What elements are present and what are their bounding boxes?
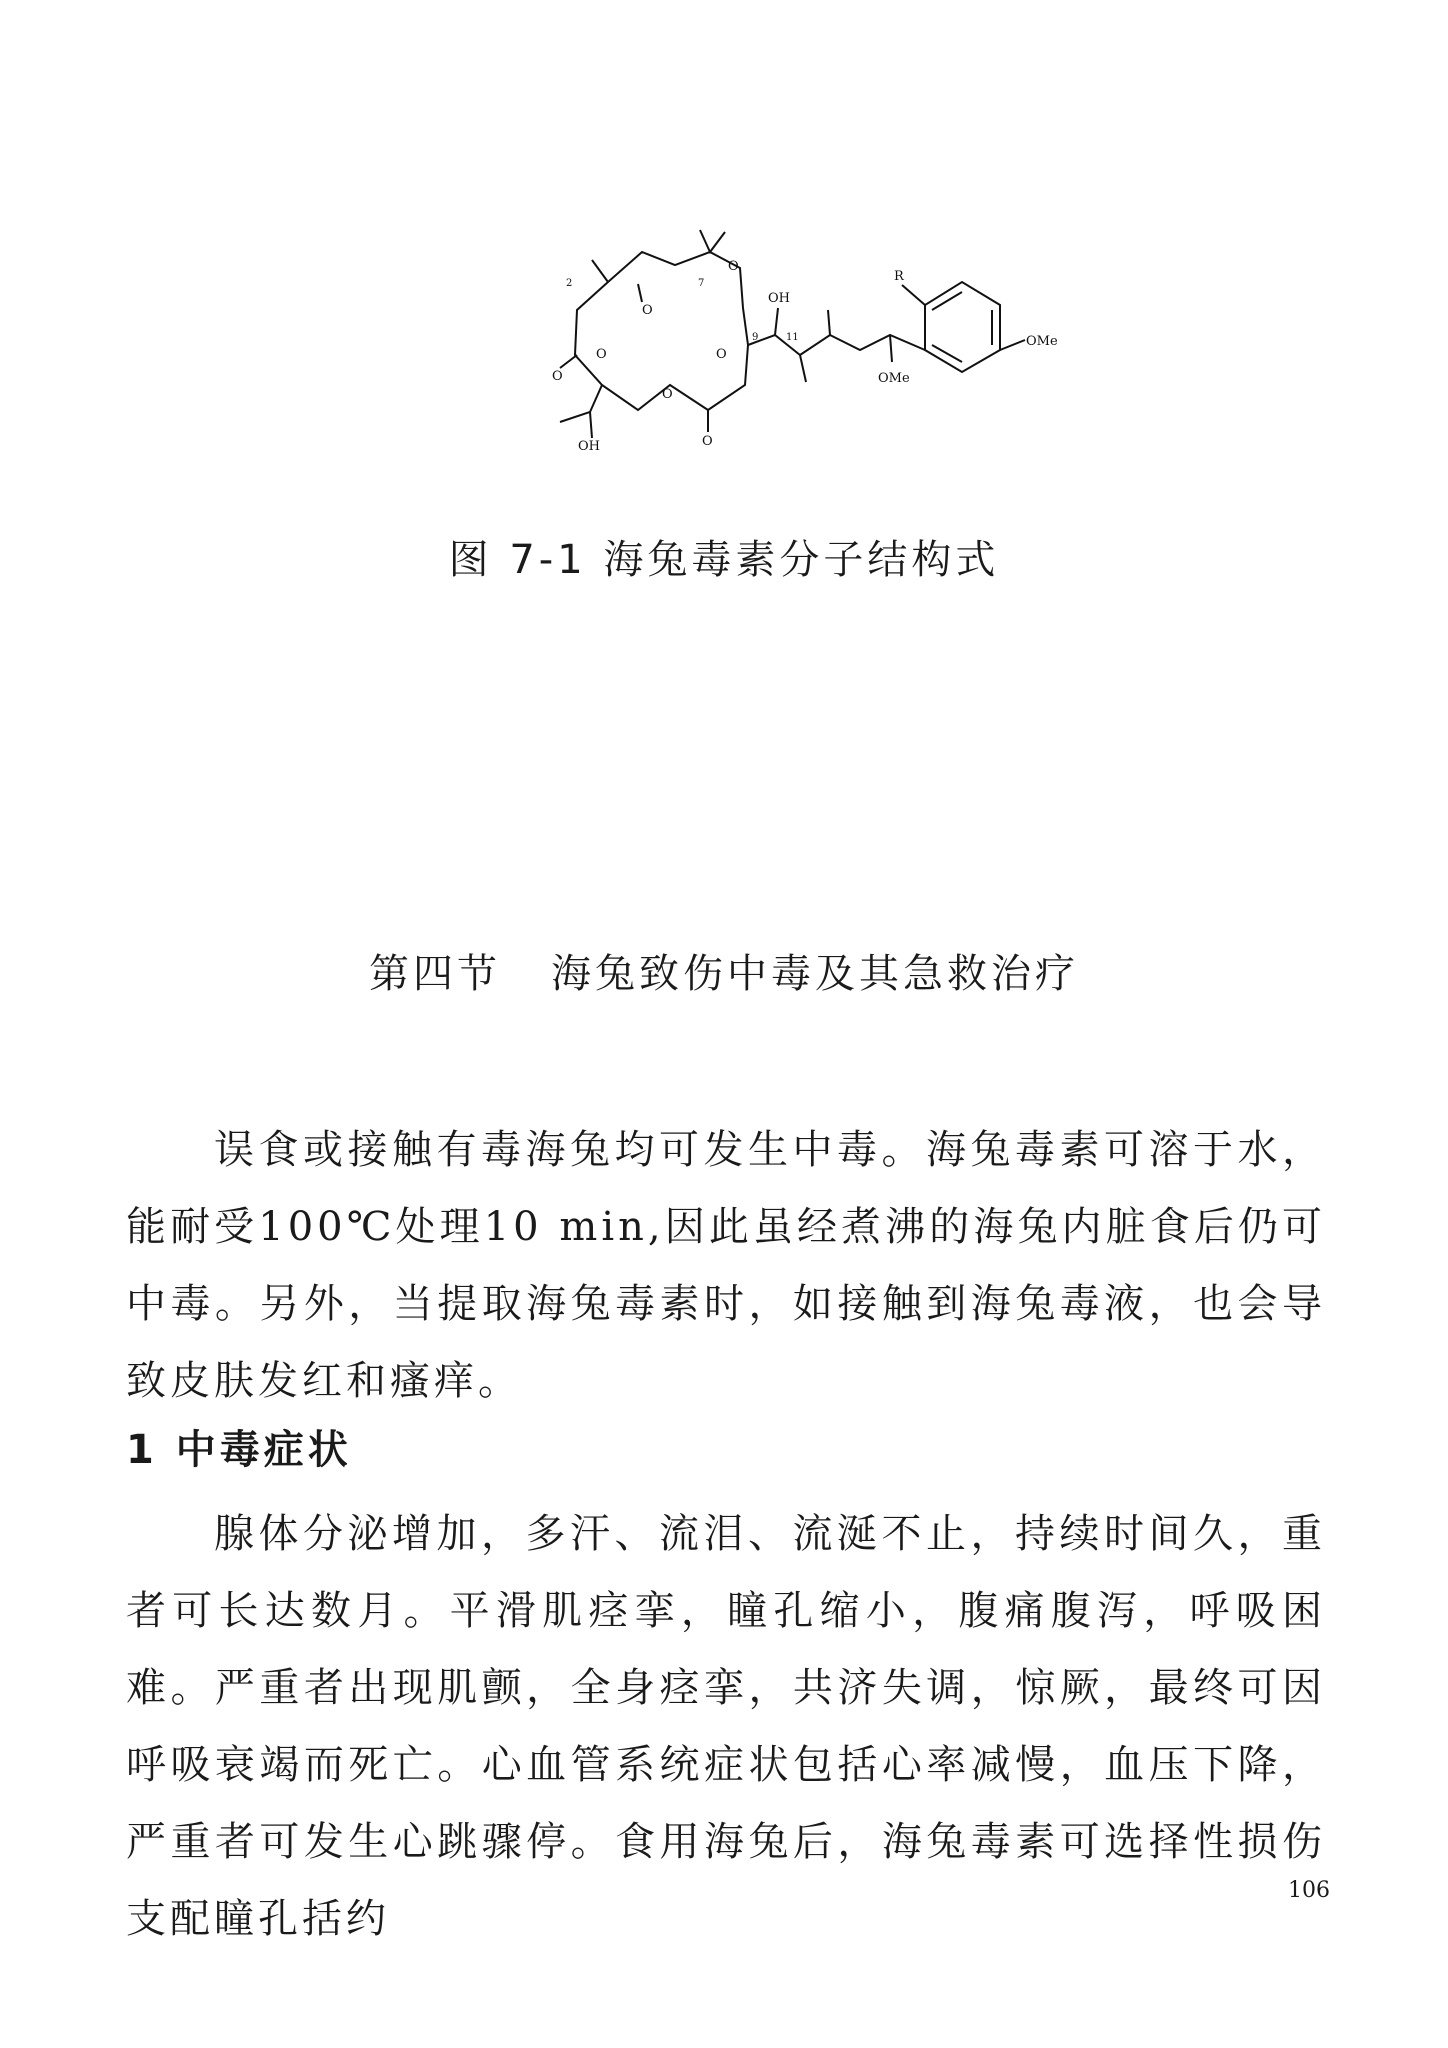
- oh-top-label: OH: [768, 291, 790, 306]
- position-label-7: 7: [698, 278, 705, 289]
- page-number: 106: [1288, 1878, 1330, 1903]
- position-label-2: 2: [566, 278, 573, 289]
- aplysiatoxin-structure-diagram: [530, 190, 1058, 454]
- section-title-text: 海兔致伤中毒及其急救治疗: [551, 951, 1079, 997]
- ome-chain-label: OMe: [878, 371, 910, 386]
- figure-caption: 图 7-1 海兔毒素分子结构式: [448, 537, 1000, 583]
- position-label-11: 11: [786, 332, 799, 343]
- oh-bottom-label: OH: [578, 439, 600, 454]
- paragraph-2: 腺体分泌增加，多汗、流泪、流涎不止，持续时间久，重者可长达数月。平滑肌痉挛，瞳孔缩小，腹痛腹泻，呼吸困难。严重者出现肌颤，全身痉挛，共济失调，惊厥，最终可因呼吸衰竭而死亡。心血管系统症状包括心率减慢，血压下降，严重者可发生心跳骤停。食用海兔后，海兔毒素可选择性损伤支配瞳孔括约: [126, 1511, 1326, 1942]
- o-label-3: O: [552, 369, 563, 384]
- o-label-5: O: [716, 347, 727, 362]
- position-label-9: 9: [752, 332, 759, 343]
- molecular-structure-figure: [530, 190, 1058, 454]
- section-prefix: 第四节: [369, 951, 501, 997]
- o-label-2: O: [728, 259, 739, 274]
- section-heading: [0, 942, 1448, 999]
- ome-ring-label: OMe: [1026, 334, 1058, 349]
- structure-labels: [552, 259, 1058, 454]
- o-label-6: O: [702, 434, 713, 449]
- o-label-7: O: [662, 387, 673, 402]
- o-label-1: O: [642, 303, 653, 318]
- subheading-poisoning-symptoms: 1 中毒症状: [126, 1427, 352, 1473]
- r-label: R: [894, 269, 904, 284]
- paragraph-1: 误食或接触有毒海兔均可发生中毒。海兔毒素可溶于水，能耐受100℃处理10 min,因此虽经煮沸的海兔内脏食后仍可中毒。另外，当提取海兔毒素时，如接触到海兔毒液，也会导致皮肤发红和瘙痒。: [126, 1127, 1326, 1404]
- o-label-4: O: [596, 347, 607, 362]
